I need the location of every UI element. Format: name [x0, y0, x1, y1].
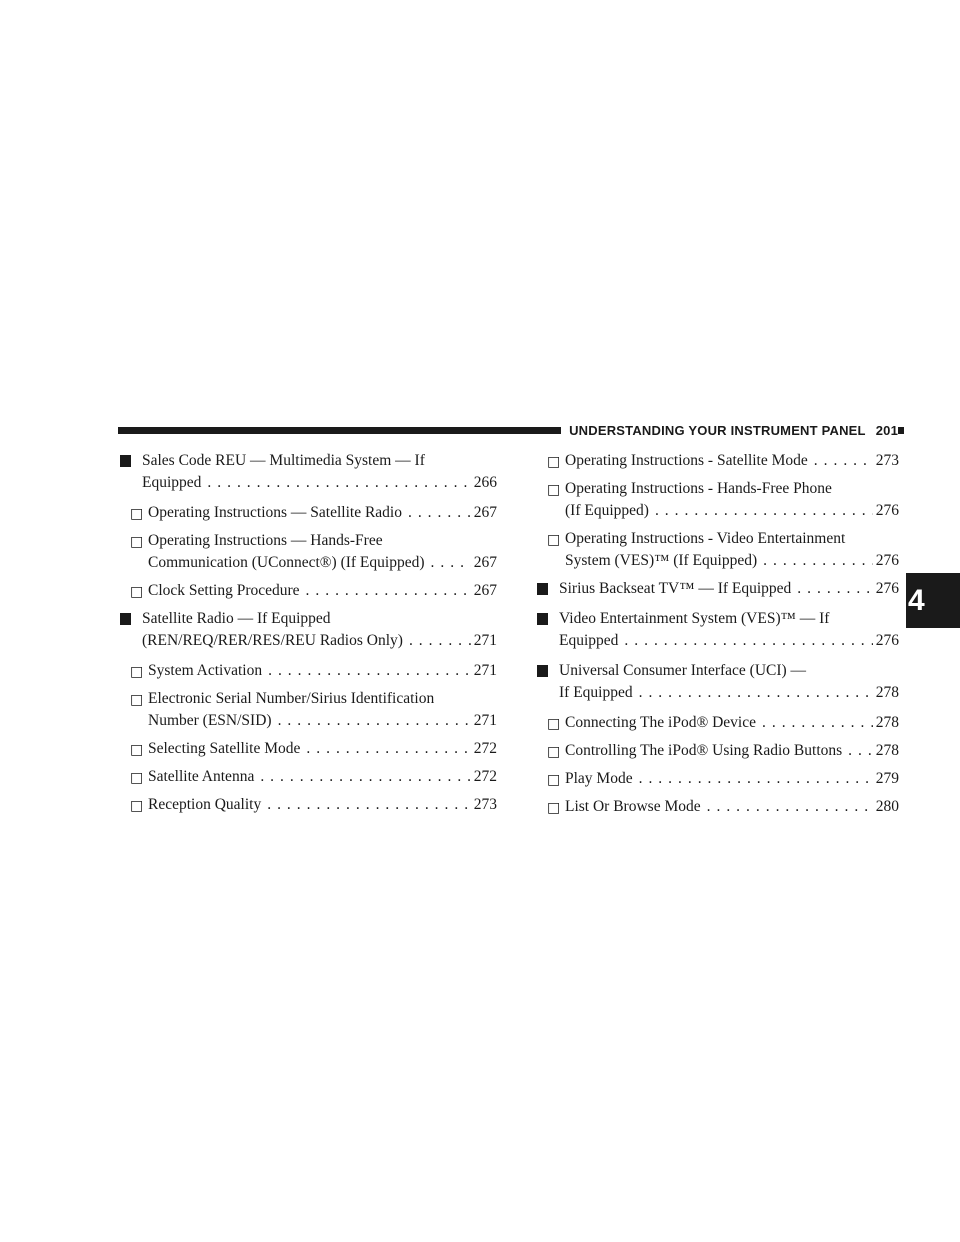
toc-subentry: [120, 766, 497, 788]
toc-column-right: [537, 450, 899, 824]
toc-page-number: 267: [473, 582, 497, 599]
toc-entry-text: (If Equipped): [565, 502, 649, 519]
toc-page-number: 267: [473, 554, 497, 571]
toc-entry: [537, 608, 899, 652]
hollow-square-bullet-icon: □: [130, 534, 144, 550]
toc-entry-text: Number (ESN/SID): [148, 712, 272, 729]
toc-subentry: [120, 688, 497, 732]
hollow-square-bullet-icon: □: [547, 532, 561, 548]
toc-entry-text: Reception Quality: [148, 796, 262, 813]
dot-leader: [639, 682, 873, 704]
square-bullet-icon: [537, 665, 548, 677]
toc-page-number: 276: [875, 580, 899, 597]
hollow-square-bullet-icon: □: [547, 744, 561, 760]
toc-page-number: 276: [875, 502, 899, 519]
dot-leader: [848, 740, 873, 762]
toc-entry-text: Operating Instructions — Satellite Radio: [148, 504, 402, 521]
page-number: 201: [875, 423, 898, 438]
toc-subentry: [537, 712, 899, 734]
toc-page-number: 267: [473, 504, 497, 521]
toc-page-number: 276: [875, 632, 899, 649]
toc-entry-text: Satellite Antenna: [148, 768, 255, 785]
dot-leader: [707, 796, 873, 818]
toc-entry-text: Connecting The iPod® Device: [565, 714, 756, 731]
dot-leader: [639, 768, 873, 790]
hollow-square-bullet-icon: □: [547, 716, 561, 732]
toc-entry-text: (REN/REQ/RER/RES/REU Radios Only): [142, 632, 403, 649]
hollow-square-bullet-icon: □: [130, 692, 144, 708]
toc-entry-text: Operating Instructions - Satellite Mode: [565, 452, 808, 469]
hollow-square-bullet-icon: □: [130, 742, 144, 758]
toc-page-number: 272: [473, 740, 497, 757]
toc-entry-text: Electronic Serial Number/Sirius Identification: [148, 690, 435, 707]
toc-entry: [120, 450, 497, 494]
toc-entry-text: System Activation: [148, 662, 263, 679]
toc-page-number: 273: [875, 452, 899, 469]
toc-page-number: 276: [875, 552, 899, 569]
toc-entry-text: If Equipped: [559, 684, 633, 701]
toc-entry-text: Operating Instructions - Video Entertainment: [565, 530, 846, 547]
hollow-square-bullet-icon: □: [547, 772, 561, 788]
toc-subentry: [537, 478, 899, 522]
dot-leader: [268, 660, 471, 682]
dot-leader: [814, 450, 873, 472]
chapter-tab: 4: [906, 573, 960, 628]
toc-entry-text: Sales Code REU — Multimedia System — If: [142, 452, 425, 469]
toc-page-number: 279: [875, 770, 899, 787]
hollow-square-bullet-icon: □: [130, 584, 144, 600]
toc-entry-text: Selecting Satellite Mode: [148, 740, 301, 757]
toc-entry-text: Universal Consumer Interface (UCI) —: [559, 662, 807, 679]
toc-column-left: [120, 450, 497, 822]
toc-subentry: [120, 530, 497, 574]
toc-entry-text: Operating Instructions — Hands-Free: [148, 532, 383, 549]
dot-leader: [267, 794, 471, 816]
dot-leader: [624, 630, 872, 652]
toc-entry-text: Clock Setting Procedure: [148, 582, 300, 599]
toc-subentry: [120, 738, 497, 760]
toc-entry-text: Controlling The iPod® Using Radio Buttons: [565, 742, 843, 759]
toc-page-number: 266: [473, 474, 497, 491]
toc-entry: [120, 608, 497, 652]
hollow-square-bullet-icon: □: [130, 798, 144, 814]
dot-leader: [306, 738, 470, 760]
toc-entry-text: List Or Browse Mode: [565, 798, 701, 815]
toc-subentry: [120, 502, 497, 524]
toc-entry-text: Sirius Backseat TV™ — If Equipped: [559, 580, 792, 597]
hollow-square-bullet-icon: □: [547, 482, 561, 498]
section-title: UNDERSTANDING YOUR INSTRUMENT PANEL: [569, 423, 866, 438]
square-bullet-icon: [537, 583, 548, 595]
hollow-square-bullet-icon: □: [547, 454, 561, 470]
toc-subentry: [120, 794, 497, 816]
dot-leader: [763, 550, 873, 572]
toc-entry-text: Operating Instructions - Hands-Free Phone: [565, 480, 832, 497]
toc-page-number: 271: [473, 662, 497, 679]
toc-entry-text: Satellite Radio — If Equipped: [142, 610, 331, 627]
toc-subentry: [120, 580, 497, 602]
toc-subentry: [537, 740, 899, 762]
toc-entry-text: Equipped: [142, 474, 202, 491]
hollow-square-bullet-icon: □: [130, 664, 144, 680]
dot-leader: [408, 502, 471, 524]
square-bullet-icon: [120, 613, 131, 625]
toc-entry-text: Play Mode: [565, 770, 633, 787]
toc-entry-text: Communication (UConnect®) (If Equipped): [148, 554, 425, 571]
toc-page-number: 278: [875, 742, 899, 759]
dot-leader: [306, 580, 471, 602]
toc-entry-text: Equipped: [559, 632, 619, 649]
dot-leader: [797, 578, 872, 600]
toc-entry-text: System (VES)™ (If Equipped): [565, 552, 758, 569]
dot-leader: [655, 500, 873, 522]
dot-leader: [431, 552, 471, 574]
toc-page-number: 278: [875, 714, 899, 731]
dot-leader: [260, 766, 470, 788]
dot-leader: [207, 472, 470, 494]
toc-entry: [537, 578, 899, 600]
toc-page-number: 273: [473, 796, 497, 813]
hollow-square-bullet-icon: □: [130, 770, 144, 786]
toc-page-number: 271: [473, 632, 497, 649]
running-header: [561, 422, 898, 439]
toc-page-number: 278: [875, 684, 899, 701]
toc-page-number: 272: [473, 768, 497, 785]
hollow-square-bullet-icon: □: [130, 506, 144, 522]
toc-entry-text: Video Entertainment System (VES)™ — If: [559, 610, 830, 627]
toc-subentry: [537, 450, 899, 472]
toc-entry: [537, 660, 899, 704]
toc-page-number: 271: [473, 712, 497, 729]
toc-subentry: [537, 768, 899, 790]
dot-leader: [278, 710, 471, 732]
dot-leader: [762, 712, 873, 734]
toc-page-number: 280: [875, 798, 899, 815]
hollow-square-bullet-icon: □: [547, 800, 561, 816]
toc-subentry: [120, 660, 497, 682]
dot-leader: [409, 630, 471, 652]
toc-subentry: [537, 528, 899, 572]
square-bullet-icon: [537, 613, 548, 625]
toc-subentry: [537, 796, 899, 818]
square-bullet-icon: [120, 455, 131, 467]
